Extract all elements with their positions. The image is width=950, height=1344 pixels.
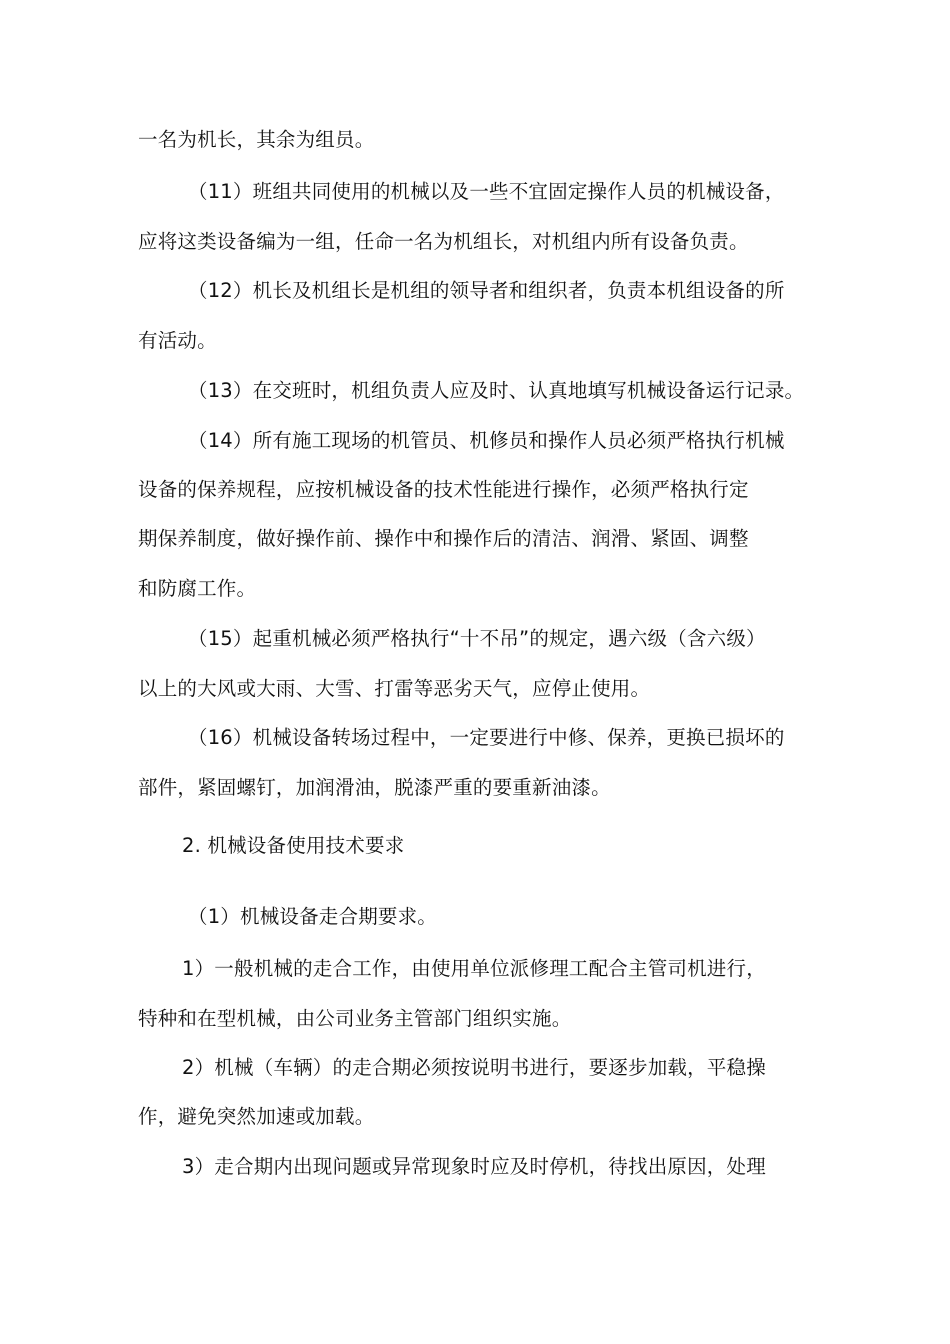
paragraph-line: 应将这类设备编为一组，任命一名为机组长，对机组内所有设备负责。 — [138, 230, 749, 253]
paragraph-line: （11）班组共同使用的机械以及一些不宜固定操作人员的机械设备， — [188, 180, 785, 203]
paragraph-line: （14）所有施工现场的机管员、机修员和操作人员必须严格执行机械 — [188, 429, 785, 452]
paragraph-line: 有活动。 — [138, 329, 217, 352]
paragraph-line: 和防腐工作。 — [138, 577, 257, 600]
paragraph-line: 3）走合期内出现问题或异常现象时应及时停机，待找出原因，处理 — [182, 1155, 766, 1178]
paragraph-line: （13）在交班时，机组负责人应及时、认真地填写机械设备运行记录。 — [188, 379, 805, 402]
paragraph-line: 部件，紧固螺钉，加润滑油，脱漆严重的要重新油漆。 — [138, 776, 611, 799]
paragraph-line: 一名为机长，其余为组员。 — [138, 128, 375, 151]
paragraph-line: 特种和在型机械，由公司业务主管部门组织实施。 — [138, 1007, 572, 1030]
paragraph-line: （16）机械设备转场过程中，一定要进行中修、保养，更换已损坏的 — [188, 726, 785, 749]
paragraph-line: （15）起重机械必须严格执行“十不吊”的规定，遇六级（含六级） — [188, 627, 766, 650]
paragraph-line: 2）机械（车辆）的走合期必须按说明书进行，要逐步加载，平稳操 — [182, 1056, 766, 1079]
paragraph-line: 1）一般机械的走合工作，由使用单位派修理工配合主管司机进行， — [182, 957, 766, 980]
paragraph-line: 作，避免突然加速或加载。 — [138, 1105, 375, 1128]
paragraph-line: （12）机长及机组长是机组的领导者和组织者，负责本机组设备的所 — [188, 279, 785, 302]
paragraph-line: 以上的大风或大雨、大雪、打雷等恶劣天气，应停止使用。 — [138, 677, 651, 700]
paragraph-line: 设备的保养规程，应按机械设备的技术性能进行操作，必须严格执行定 — [138, 478, 749, 501]
paragraph-line: 期保养制度，做好操作前、操作中和操作后的清洁、润滑、紧固、调整 — [138, 527, 749, 550]
section-heading: 2. 机械设备使用技术要求 — [182, 834, 405, 857]
paragraph-line: （1）机械设备走合期要求。 — [188, 905, 438, 928]
